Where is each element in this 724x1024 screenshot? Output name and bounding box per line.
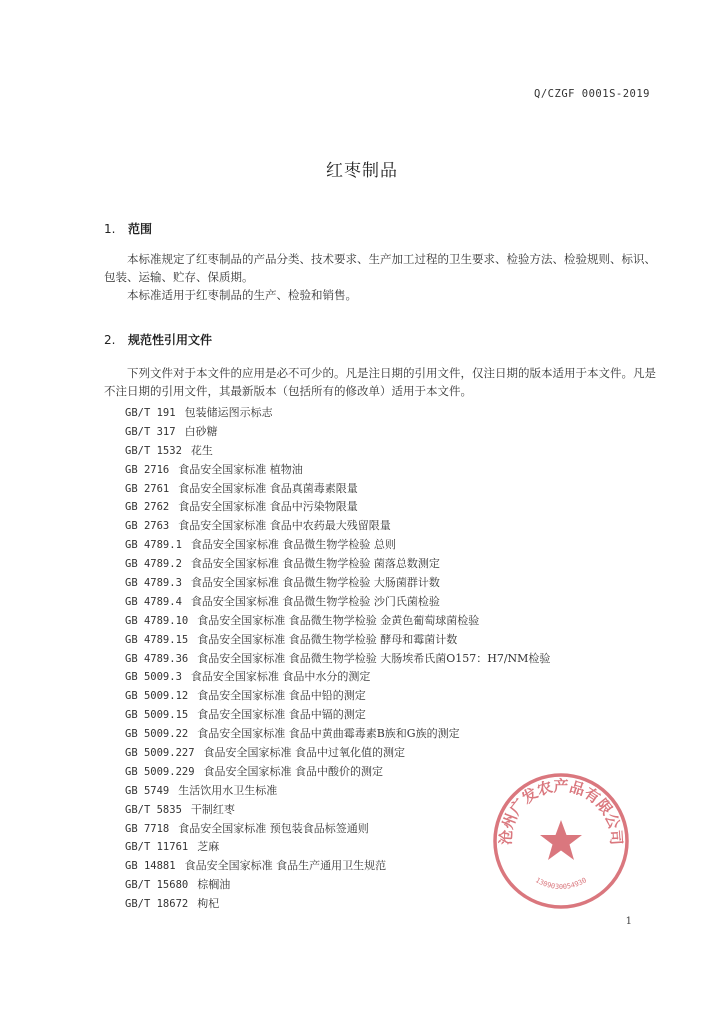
reference-code: GB 5009.22 [125,728,189,741]
paragraph: 下列文件对于本文件的应用是必不可少的。凡是注日期的引用文件，仅注日期的版本适用于本文件。凡是不注日期的引用文件，其最新版本（包括所有的修改单）适用于本文件。 [104,366,656,398]
reference-title: 食品安全国家标准 食品微生物学检验 沙门氏菌检验 [190,594,440,608]
reference-item [125,612,550,631]
paragraph: 本标准规定了红枣制品的产品分类、技术要求、生产加工过程的卫生要求、检验方法、检验规则、标识、包装、运输、贮存、保质期。 [104,252,656,284]
reference-title: 干制红枣 [190,802,235,816]
reference-code: GB 5009.12 [125,690,189,703]
reference-title: 食品安全国家标准 预包装食品标签通则 [178,821,369,835]
reference-item [125,650,550,669]
reference-title: 芝麻 [197,840,220,854]
reference-title: 生活饮用水卫生标准 [178,783,278,797]
reference-code: GB 4789.10 [125,614,189,627]
reference-item [125,461,550,480]
reference-title: 食品安全国家标准 食品中农药最大残留限量 [178,519,391,533]
reference-item [125,555,550,574]
section-2-heading [104,331,212,348]
reference-code: GB 5009.229 [125,765,195,778]
reference-code: GB 5749 [125,784,170,797]
reference-item [125,687,550,706]
reference-code: GB 2761 [125,482,170,495]
reference-title: 食品安全国家标准 食品中污染物限量 [178,500,358,514]
reference-code: GB 4789.3 [125,577,182,590]
reference-code: GB 2763 [125,520,170,533]
reference-code: GB/T 5835 [125,803,182,816]
reference-code: GB 5009.15 [125,709,189,722]
reference-title: 食品安全国家标准 食品微生物学检验 金黄色葡萄球菌检验 [197,613,480,627]
reference-code: GB 2716 [125,463,170,476]
section-1-body [104,250,664,304]
reference-item [125,404,550,423]
reference-code: GB 5009.3 [125,671,182,684]
reference-code: GB 7718 [125,822,170,835]
reference-item [125,536,550,555]
document-title: 红枣制品 [326,161,398,181]
seal-name: 沧州广发农产品有限公司 [496,777,626,846]
reference-title: 食品安全国家标准 食品中镉的测定 [197,708,366,722]
reference-title: 食品安全国家标准 食品中黄曲霉毒素B族和G族的测定 [197,727,460,741]
seal-serial: 1309030054930 [534,876,588,891]
reference-item [125,517,550,536]
reference-code: GB/T 191 [125,407,176,419]
reference-title: 食品安全国家标准 食品微生物学检验 酵母和霉菌计数 [197,632,458,646]
section-2-body [104,364,664,400]
section-1-heading [104,220,152,237]
reference-title: 食品安全国家标准 食品微生物学检验 大肠埃希氏菌O157：H7/NM检验 [197,651,551,665]
reference-item [125,574,550,593]
section-title: 范围 [128,222,153,236]
reference-title: 食品安全国家标准 食品中水分的测定 [190,670,371,684]
reference-code: GB 4789.36 [125,652,189,665]
reference-code: GB 14881 [125,860,176,873]
section-number: 2. [104,333,116,347]
reference-title: 食品安全国家标准 植物油 [178,462,303,476]
reference-title: 食品安全国家标准 食品微生物学检验 大肠菌群计数 [190,576,440,590]
reference-code: GB/T 317 [125,425,176,438]
reference-item [125,442,550,461]
page-number: 1 [625,916,632,927]
reference-code: GB 5009.227 [125,747,195,760]
reference-item [125,423,550,442]
reference-code: GB/T 11761 [125,841,189,854]
reference-item [125,631,550,650]
reference-title: 白砂糖 [184,424,218,438]
reference-title: 食品安全国家标准 食品微生物学检验 菌落总数测定 [190,557,440,571]
reference-title: 食品安全国家标准 食品中铅的测定 [197,689,366,703]
reference-item [125,498,550,517]
reference-title: 枸杞 [197,897,220,911]
reference-code: GB/T 1532 [125,444,182,457]
reference-item [125,480,550,499]
reference-item [125,725,550,744]
reference-code: GB 2762 [125,501,170,514]
reference-title: 包装储运图示标志 [184,406,273,419]
reference-code: GB 4789.15 [125,633,189,646]
reference-item [125,668,550,687]
reference-title: 食品安全国家标准 食品微生物学检验 总则 [190,538,396,552]
reference-title: 食品安全国家标准 食品中过氧化值的测定 [203,746,406,760]
company-seal [486,766,636,916]
reference-title: 食品安全国家标准 食品生产通用卫生规范 [184,859,387,873]
reference-code: GB 4789.1 [125,539,182,552]
document-code: Q/CZGF 0001S-2019 [534,88,650,100]
reference-title: 食品安全国家标准 食品中酸价的测定 [203,764,384,778]
section-number: 1. [104,222,116,236]
section-title: 规范性引用文件 [128,333,213,347]
reference-item [125,744,550,763]
reference-code: GB 4789.4 [125,595,182,608]
reference-title: 食品安全国家标准 食品真菌毒素限量 [178,481,358,495]
reference-item [125,593,550,612]
reference-title: 棕榈油 [197,878,231,892]
reference-code: GB/T 18672 [125,898,189,911]
reference-code: GB 4789.2 [125,558,182,571]
reference-item [125,706,550,725]
reference-code: GB/T 15680 [125,879,189,892]
paragraph: 本标准适用于红枣制品的生产、检验和销售。 [127,288,357,302]
reference-title: 花生 [190,443,213,457]
seal-star-icon [540,820,582,860]
